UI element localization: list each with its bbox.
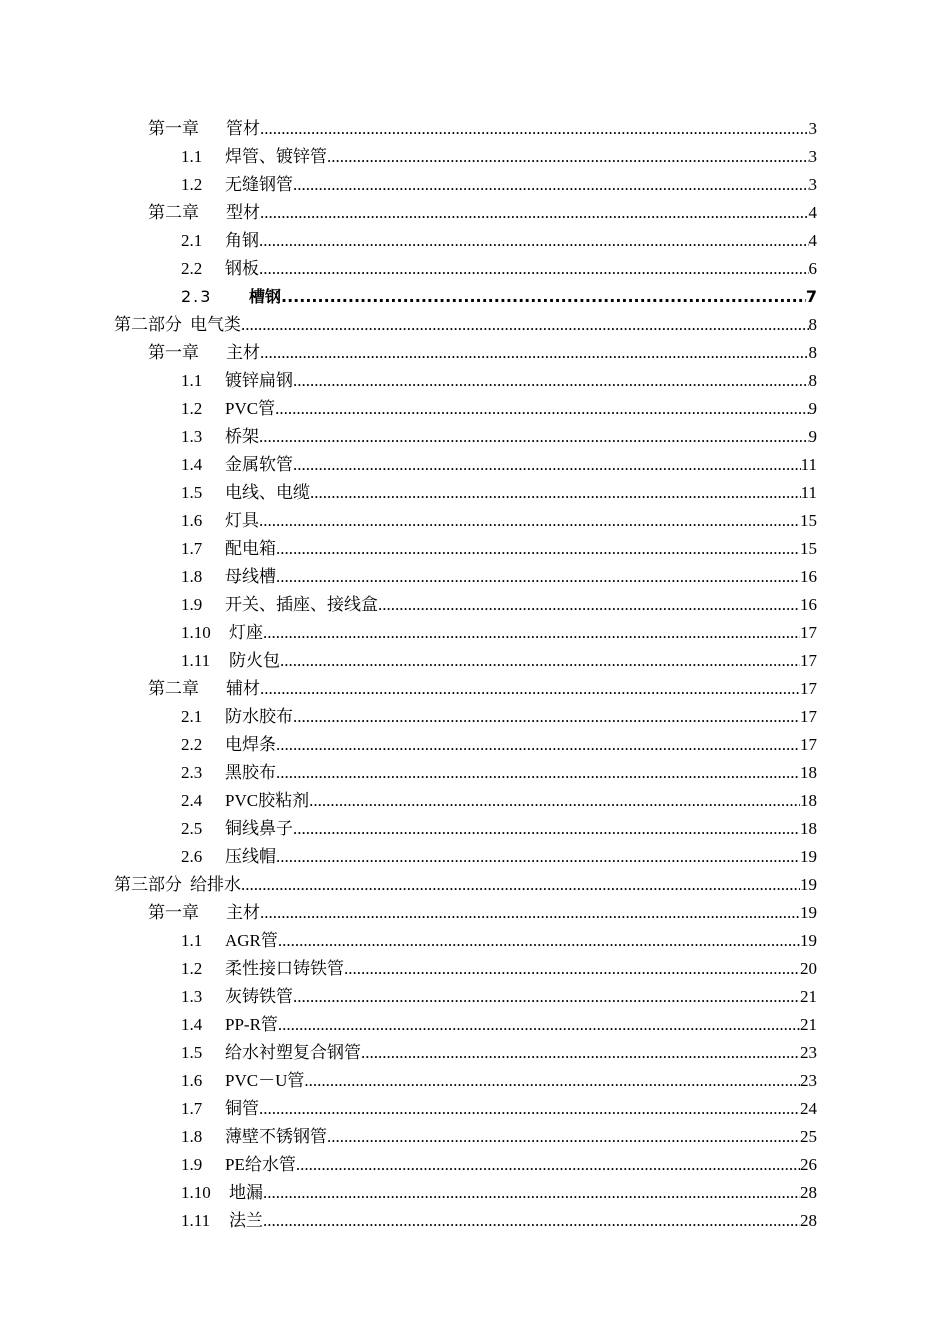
toc-entry[interactable] (114, 871, 817, 899)
toc-dot-leader (309, 787, 800, 815)
toc-entry-label (181, 395, 275, 423)
toc-entry-number: 1.10 (181, 623, 211, 642)
toc-entry-number: 1.10 (181, 1183, 211, 1202)
toc-entry-label (181, 367, 293, 395)
toc-entry[interactable] (181, 1039, 817, 1067)
toc-entry[interactable] (181, 563, 817, 591)
toc-dot-leader (276, 731, 800, 759)
toc-page-number: 4 (808, 203, 817, 222)
toc-entry-number: 第三部分 (114, 875, 182, 894)
toc-entry-title: 防水胶布 (225, 707, 293, 726)
toc-dot-leader (260, 339, 809, 367)
toc-entry-label (181, 1123, 327, 1151)
toc-entry-number: 1.9 (181, 595, 203, 614)
toc-entry-label (148, 339, 260, 367)
toc-entry-title: PVC－U管 (225, 1071, 305, 1090)
toc-entry-number: 2.3 (181, 287, 213, 306)
toc-entry-title: 配电箱 (225, 539, 276, 558)
toc-entry-label (181, 1151, 296, 1179)
toc-dot-leader (260, 199, 809, 227)
toc-entry-title: PVC胶粘剂 (225, 791, 310, 810)
toc-entry[interactable] (181, 171, 817, 199)
toc-entry-label (114, 311, 241, 339)
toc-entry-label (181, 1039, 361, 1067)
toc-entry[interactable] (181, 451, 817, 479)
toc-entry[interactable] (148, 199, 817, 227)
toc-entry-title: 铜线鼻子 (225, 819, 293, 838)
toc-entry-label (181, 563, 276, 591)
toc-page-number: 3 (808, 175, 817, 194)
toc-entry-number: 2.4 (181, 791, 203, 810)
toc-dot-leader (378, 591, 800, 619)
toc-entry-label (181, 647, 280, 675)
toc-entry-label (181, 143, 327, 171)
toc-page-number: 9 (808, 399, 817, 418)
toc-dot-leader (276, 563, 800, 591)
toc-entry-label (181, 1207, 263, 1235)
toc-page-number: 11 (800, 455, 817, 474)
toc-page-number: 11 (800, 483, 817, 502)
toc-page-number: 16 (800, 595, 817, 614)
toc-entry-number: 1.6 (181, 511, 203, 530)
toc-page-number: 23 (800, 1043, 817, 1062)
toc-entry-title: 灰铸铁管 (225, 987, 293, 1006)
toc-page-number: 17 (800, 679, 817, 698)
toc-entry-number: 1.3 (181, 987, 203, 1006)
toc-entry-title: 镀锌扁钢 (225, 371, 293, 390)
toc-entry-number: 1.6 (181, 1071, 203, 1090)
toc-entry-title: 辅材 (226, 679, 260, 698)
toc-entry-title: PVC管 (225, 399, 276, 418)
toc-entry-title: 角钢 (225, 231, 259, 250)
toc-entry[interactable] (181, 647, 817, 675)
toc-dot-leader (259, 507, 800, 535)
toc-entry[interactable] (181, 955, 817, 983)
toc-entry-label (181, 1095, 259, 1123)
toc-entry-label (181, 423, 259, 451)
toc-entry-number: 1.11 (181, 1211, 211, 1230)
toc-entry-number: 2.6 (181, 847, 203, 866)
toc-entry-title: 电焊条 (225, 735, 276, 754)
toc-entry[interactable] (148, 899, 817, 927)
toc-entry[interactable] (181, 815, 817, 843)
toc-entry[interactable] (181, 283, 817, 311)
toc-dot-leader (293, 171, 809, 199)
toc-page-number: 17 (800, 651, 817, 670)
toc-dot-leader (361, 1039, 800, 1067)
toc-dot-leader (260, 899, 800, 927)
toc-page-number: 20 (800, 959, 817, 978)
toc-entry-title: 黑胶布 (225, 763, 276, 782)
toc-entry-number: 1.9 (181, 1155, 203, 1174)
toc-entry-label (148, 115, 260, 143)
toc-dot-leader (278, 927, 800, 955)
toc-entry-title: 主材 (226, 903, 260, 922)
toc-entry-title: 法兰 (229, 1211, 263, 1230)
toc-entry[interactable] (181, 143, 817, 171)
toc-entry-label (148, 675, 260, 703)
toc-entry-number: 1.8 (181, 1127, 203, 1146)
toc-page-number: 18 (800, 791, 817, 810)
toc-dot-leader (278, 1011, 800, 1039)
toc-entry-number: 1.3 (181, 427, 203, 446)
toc-entry-label (181, 787, 309, 815)
toc-entry-label (181, 815, 293, 843)
toc-page-number: 9 (808, 427, 817, 446)
toc-entry-number: 1.4 (181, 455, 203, 474)
toc-entry-title: AGR管 (225, 931, 278, 950)
toc-entry-title: 给水衬塑复合钢管 (225, 1043, 361, 1062)
toc-entry-label (181, 479, 310, 507)
toc-entry-number: 2.1 (181, 231, 203, 250)
toc-page-number: 19 (800, 903, 817, 922)
toc-entry-number: 1.1 (181, 147, 203, 166)
toc-entry-title: 地漏 (229, 1183, 263, 1202)
toc-entry-label (181, 955, 344, 983)
toc-dot-leader (260, 675, 800, 703)
toc-entry[interactable] (181, 479, 817, 507)
toc-entry-title: 电线、电缆 (225, 483, 310, 502)
toc-dot-leader (263, 1179, 800, 1207)
toc-dot-leader (275, 395, 808, 423)
toc-page-number: 3 (808, 147, 817, 166)
toc-entry[interactable] (181, 787, 817, 815)
toc-page-number: 21 (800, 987, 817, 1006)
toc-dot-leader (280, 647, 800, 675)
toc-dot-leader (259, 255, 809, 283)
toc-page-number: 23 (800, 1071, 817, 1090)
toc-entry-title: 铜管 (225, 1099, 259, 1118)
toc-entry-number: 2.2 (181, 259, 203, 278)
toc-entry-title: 开关、插座、接线盒 (225, 595, 378, 614)
toc-entry[interactable] (181, 395, 817, 423)
toc-page-number: 25 (800, 1127, 817, 1146)
toc-entry-label (148, 899, 260, 927)
toc-page-number: 15 (800, 539, 817, 558)
toc-entry[interactable] (181, 619, 817, 647)
toc-dot-leader (293, 451, 801, 479)
toc-page-number: 17 (800, 623, 817, 642)
toc-dot-leader (259, 1095, 800, 1123)
toc-entry-label (181, 535, 276, 563)
toc-entry-title: 灯具 (225, 511, 259, 530)
toc-dot-leader (241, 311, 809, 339)
toc-page-number: 8 (808, 371, 817, 390)
toc-dot-leader (293, 367, 809, 395)
toc-entry-title: 无缝钢管 (225, 175, 293, 194)
toc-page-number: 7 (805, 287, 817, 306)
toc-entry-label (148, 199, 260, 227)
toc-entry-label (181, 1179, 263, 1207)
toc-entry-number: 2.3 (181, 763, 203, 782)
toc-page-number: 8 (808, 343, 817, 362)
toc-entry-number: 1.5 (181, 1043, 203, 1062)
toc-entry[interactable] (181, 1123, 817, 1151)
toc-entry-label (181, 171, 293, 199)
toc-dot-leader (263, 1207, 800, 1235)
toc-dot-leader (293, 815, 800, 843)
toc-entry-number: 1.1 (181, 371, 203, 390)
toc-entry-title: 薄壁不锈钢管 (225, 1127, 327, 1146)
toc-page-number: 3 (808, 119, 817, 138)
toc-page-number: 4 (808, 231, 817, 250)
toc-entry-title: 管材 (226, 119, 260, 138)
toc-entry[interactable] (181, 423, 817, 451)
toc-entry-title: 柔性接口铸铁管 (225, 959, 344, 978)
toc-entry[interactable] (181, 1011, 817, 1039)
toc-entry-number: 2.2 (181, 735, 203, 754)
toc-entry-title: 钢板 (225, 259, 259, 278)
toc-entry[interactable] (181, 1067, 817, 1095)
toc-entry-label (181, 731, 276, 759)
toc-entry[interactable] (181, 535, 817, 563)
toc-entry[interactable] (148, 115, 817, 143)
toc-entry[interactable] (181, 983, 817, 1011)
toc-entry-number: 1.11 (181, 651, 211, 670)
toc-entry-number: 1.7 (181, 539, 203, 558)
toc-dot-leader (241, 871, 800, 899)
toc-dot-leader (281, 283, 806, 311)
toc-entry[interactable] (181, 367, 817, 395)
toc-entry-label (181, 1067, 304, 1095)
toc-entry-label (114, 871, 241, 899)
toc-dot-leader (293, 703, 800, 731)
toc-page-number: 19 (800, 847, 817, 866)
toc-entry-label (181, 283, 281, 311)
toc-entry-title: 灯座 (229, 623, 263, 642)
toc-entry-number: 1.4 (181, 1015, 203, 1034)
toc-entry-number: 第二部分 (114, 315, 182, 334)
toc-entry-title: 焊管、镀锌管 (225, 147, 327, 166)
toc-entry-number: 1.2 (181, 959, 203, 978)
toc-entry-number: 第一章 (148, 119, 199, 138)
toc-entry-number: 1.2 (181, 175, 203, 194)
toc-entry-title: PE给水管 (225, 1155, 296, 1174)
toc-entry[interactable] (181, 1095, 817, 1123)
toc-entry[interactable] (181, 703, 817, 731)
toc-entry[interactable] (148, 675, 817, 703)
toc-entry-label (181, 843, 276, 871)
toc-dot-leader (263, 619, 800, 647)
toc-entry[interactable] (181, 1207, 817, 1235)
toc-dot-leader (344, 955, 800, 983)
toc-entry-title: 电气类 (190, 315, 241, 334)
toc-page-number: 6 (808, 259, 817, 278)
toc-entry-title: 母线槽 (225, 567, 276, 586)
toc-entry-title: 给排水 (190, 875, 241, 894)
toc-page-number: 18 (800, 763, 817, 782)
toc-page-number: 24 (800, 1099, 817, 1118)
toc-entry[interactable] (181, 591, 817, 619)
toc-dot-leader (259, 227, 809, 255)
toc-entry-label (181, 451, 293, 479)
toc-entry[interactable] (181, 1151, 817, 1179)
toc-entry-label (181, 227, 259, 255)
toc-entry-title: 金属软管 (225, 455, 293, 474)
toc-dot-leader (310, 479, 801, 507)
toc-page-number: 26 (800, 1155, 817, 1174)
toc-page-number: 28 (800, 1211, 817, 1230)
toc-page-number: 18 (800, 819, 817, 838)
toc-entry[interactable] (181, 255, 817, 283)
toc-dot-leader (293, 983, 800, 1011)
toc-entry[interactable] (181, 227, 817, 255)
toc-entry-title: 型材 (226, 203, 260, 222)
toc-entry-number: 1.5 (181, 483, 203, 502)
toc-entry-title: 防火包 (229, 651, 280, 670)
toc-dot-leader (259, 423, 809, 451)
toc-entry-number: 第一章 (148, 343, 199, 362)
toc-entry-label (181, 591, 378, 619)
toc-entry[interactable] (181, 927, 817, 955)
toc-page-number: 19 (800, 875, 817, 894)
toc-entry-label (181, 983, 293, 1011)
toc-entry-label (181, 255, 259, 283)
toc-entry-label (181, 507, 259, 535)
toc-entry[interactable] (181, 507, 817, 535)
toc-dot-leader (276, 843, 800, 871)
toc-page-number: 17 (800, 707, 817, 726)
toc-page-number: 16 (800, 567, 817, 586)
toc-entry-number: 第二章 (148, 203, 199, 222)
toc-entry[interactable] (148, 339, 817, 367)
toc-entry-number: 2.5 (181, 819, 203, 838)
toc-entry-number: 1.2 (181, 399, 203, 418)
toc-entry[interactable] (181, 759, 817, 787)
toc-page-number: 17 (800, 735, 817, 754)
toc-entry[interactable] (181, 843, 817, 871)
toc-entry-number: 1.8 (181, 567, 203, 586)
toc-dot-leader (304, 1067, 800, 1095)
toc-entry-title: 桥架 (225, 427, 259, 446)
toc-dot-leader (327, 143, 809, 171)
toc-dot-leader (296, 1151, 800, 1179)
toc-dot-leader (276, 759, 800, 787)
toc-entry[interactable] (181, 731, 817, 759)
toc-entry-label (181, 703, 293, 731)
toc-entry-label (181, 759, 276, 787)
toc-entry-title: 压线帽 (225, 847, 276, 866)
toc-entry[interactable] (181, 1179, 817, 1207)
toc-dot-leader (276, 535, 800, 563)
toc-entry-title: 槽钢 (249, 287, 282, 306)
toc-entry[interactable] (114, 311, 817, 339)
toc-page-number: 8 (808, 315, 817, 334)
toc-entry-number: 第二章 (148, 679, 199, 698)
toc-dot-leader (260, 115, 809, 143)
toc-dot-leader (327, 1123, 800, 1151)
toc-entry-title: 主材 (226, 343, 260, 362)
toc-entry-number: 第一章 (148, 903, 199, 922)
toc-entry-number: 1.7 (181, 1099, 203, 1118)
toc-entry-label (181, 927, 278, 955)
toc-entry-label (181, 619, 263, 647)
toc-entry-label (181, 1011, 278, 1039)
toc-entry-number: 1.1 (181, 931, 203, 950)
toc-entry-number: 2.1 (181, 707, 203, 726)
toc-page-number: 28 (800, 1183, 817, 1202)
toc-entry-title: PP-R管 (225, 1015, 278, 1034)
toc-page-number: 19 (800, 931, 817, 950)
toc-page-number: 15 (800, 511, 817, 530)
toc-page-number: 21 (800, 1015, 817, 1034)
